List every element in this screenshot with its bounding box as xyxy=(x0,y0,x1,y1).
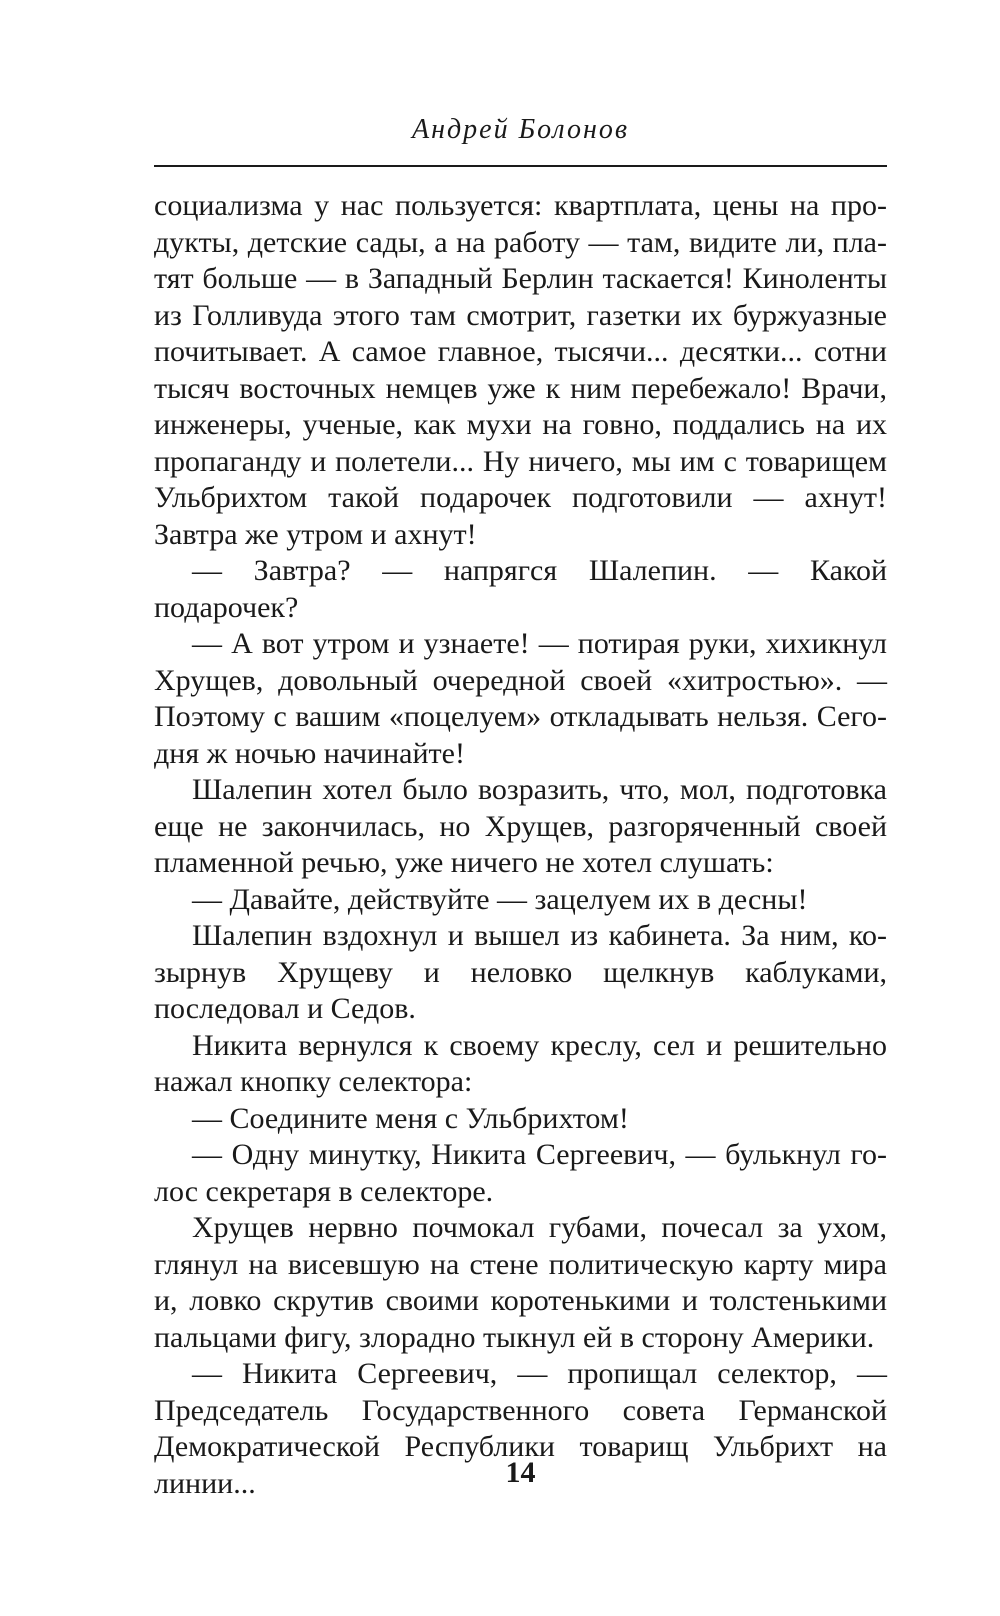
paragraph: — А вот утром и узнаете! — потирая руки, хихикнул Хрущев, довольный очередной своей «хитростью». — Поэтому с вашим «поцелуем» откладывать нельзя. Сегодня ж ночью начинайте! xyxy=(154,627,887,770)
page-number: 14 xyxy=(505,1456,536,1489)
paragraph: — Давайте, действуйте — зацелуем их в десны! xyxy=(192,882,808,916)
paragraph: — Одну минутку, Никита Сергеевич, — булькнул голос секретаря в селекторе. xyxy=(154,1138,887,1208)
paragraph: социализма у нас пользуется: квартплата, цены на продукты, детские сады, а на работу — там, видите ли, платят больше — в Западный Берлин таскается! Киноленты из Голливуда этого там смотрит, газетки их буржуазные почитывает. А самое главное, тысячи... десятки... сотни тысяч восточных немцев уже к ним перебежало! Врачи, инженеры, ученые, как мухи на говно, поддались на их пропаганду и полетели... Ну ничего, мы им с товарищем Ульбрихтом такой подарочек подготовили — ахнут! Завтра же утром и ахнут! xyxy=(154,189,887,551)
header-divider xyxy=(154,165,887,167)
paragraph: Шалепин хотел было возразить, что, мол, подготовка еще не закончилась, но Хрущев, разгоряченный своей пламенной речью, уже ничего не хотел слушать: xyxy=(154,773,887,879)
paragraph: — Завтра? — напрягся Шалепин. — Какой подарочек? xyxy=(154,554,887,624)
paragraph: — Соедините меня с Ульбрихтом! xyxy=(192,1101,629,1135)
paragraph: Хрущев нервно почмокал губами, почесал за ухом, глянул на висевшую на стене политическую карту мира и, ловко скрутив своими коротенькими и толстенькими пальцами фигу, злорадно тыкнул ей в сторону Америки. xyxy=(154,1211,887,1354)
paragraph: Шалепин вздохнул и вышел из кабинета. За ним, козырнув Хрущеву и неловко щелкнув каблуками, последовал и Седов. xyxy=(154,919,887,1025)
main-text xyxy=(154,188,887,1502)
running-head-author: Андрей Болонов xyxy=(412,114,629,145)
paragraph: Никита вернулся к своему креслу, сел и решительно нажал кнопку селектора: xyxy=(154,1028,887,1098)
paragraph: — Никита Сергеевич, — пропищал селектор, — Председатель Государственного совета Германской Демократической Республики товарищ Ульбрихт на линии... xyxy=(154,1357,887,1500)
